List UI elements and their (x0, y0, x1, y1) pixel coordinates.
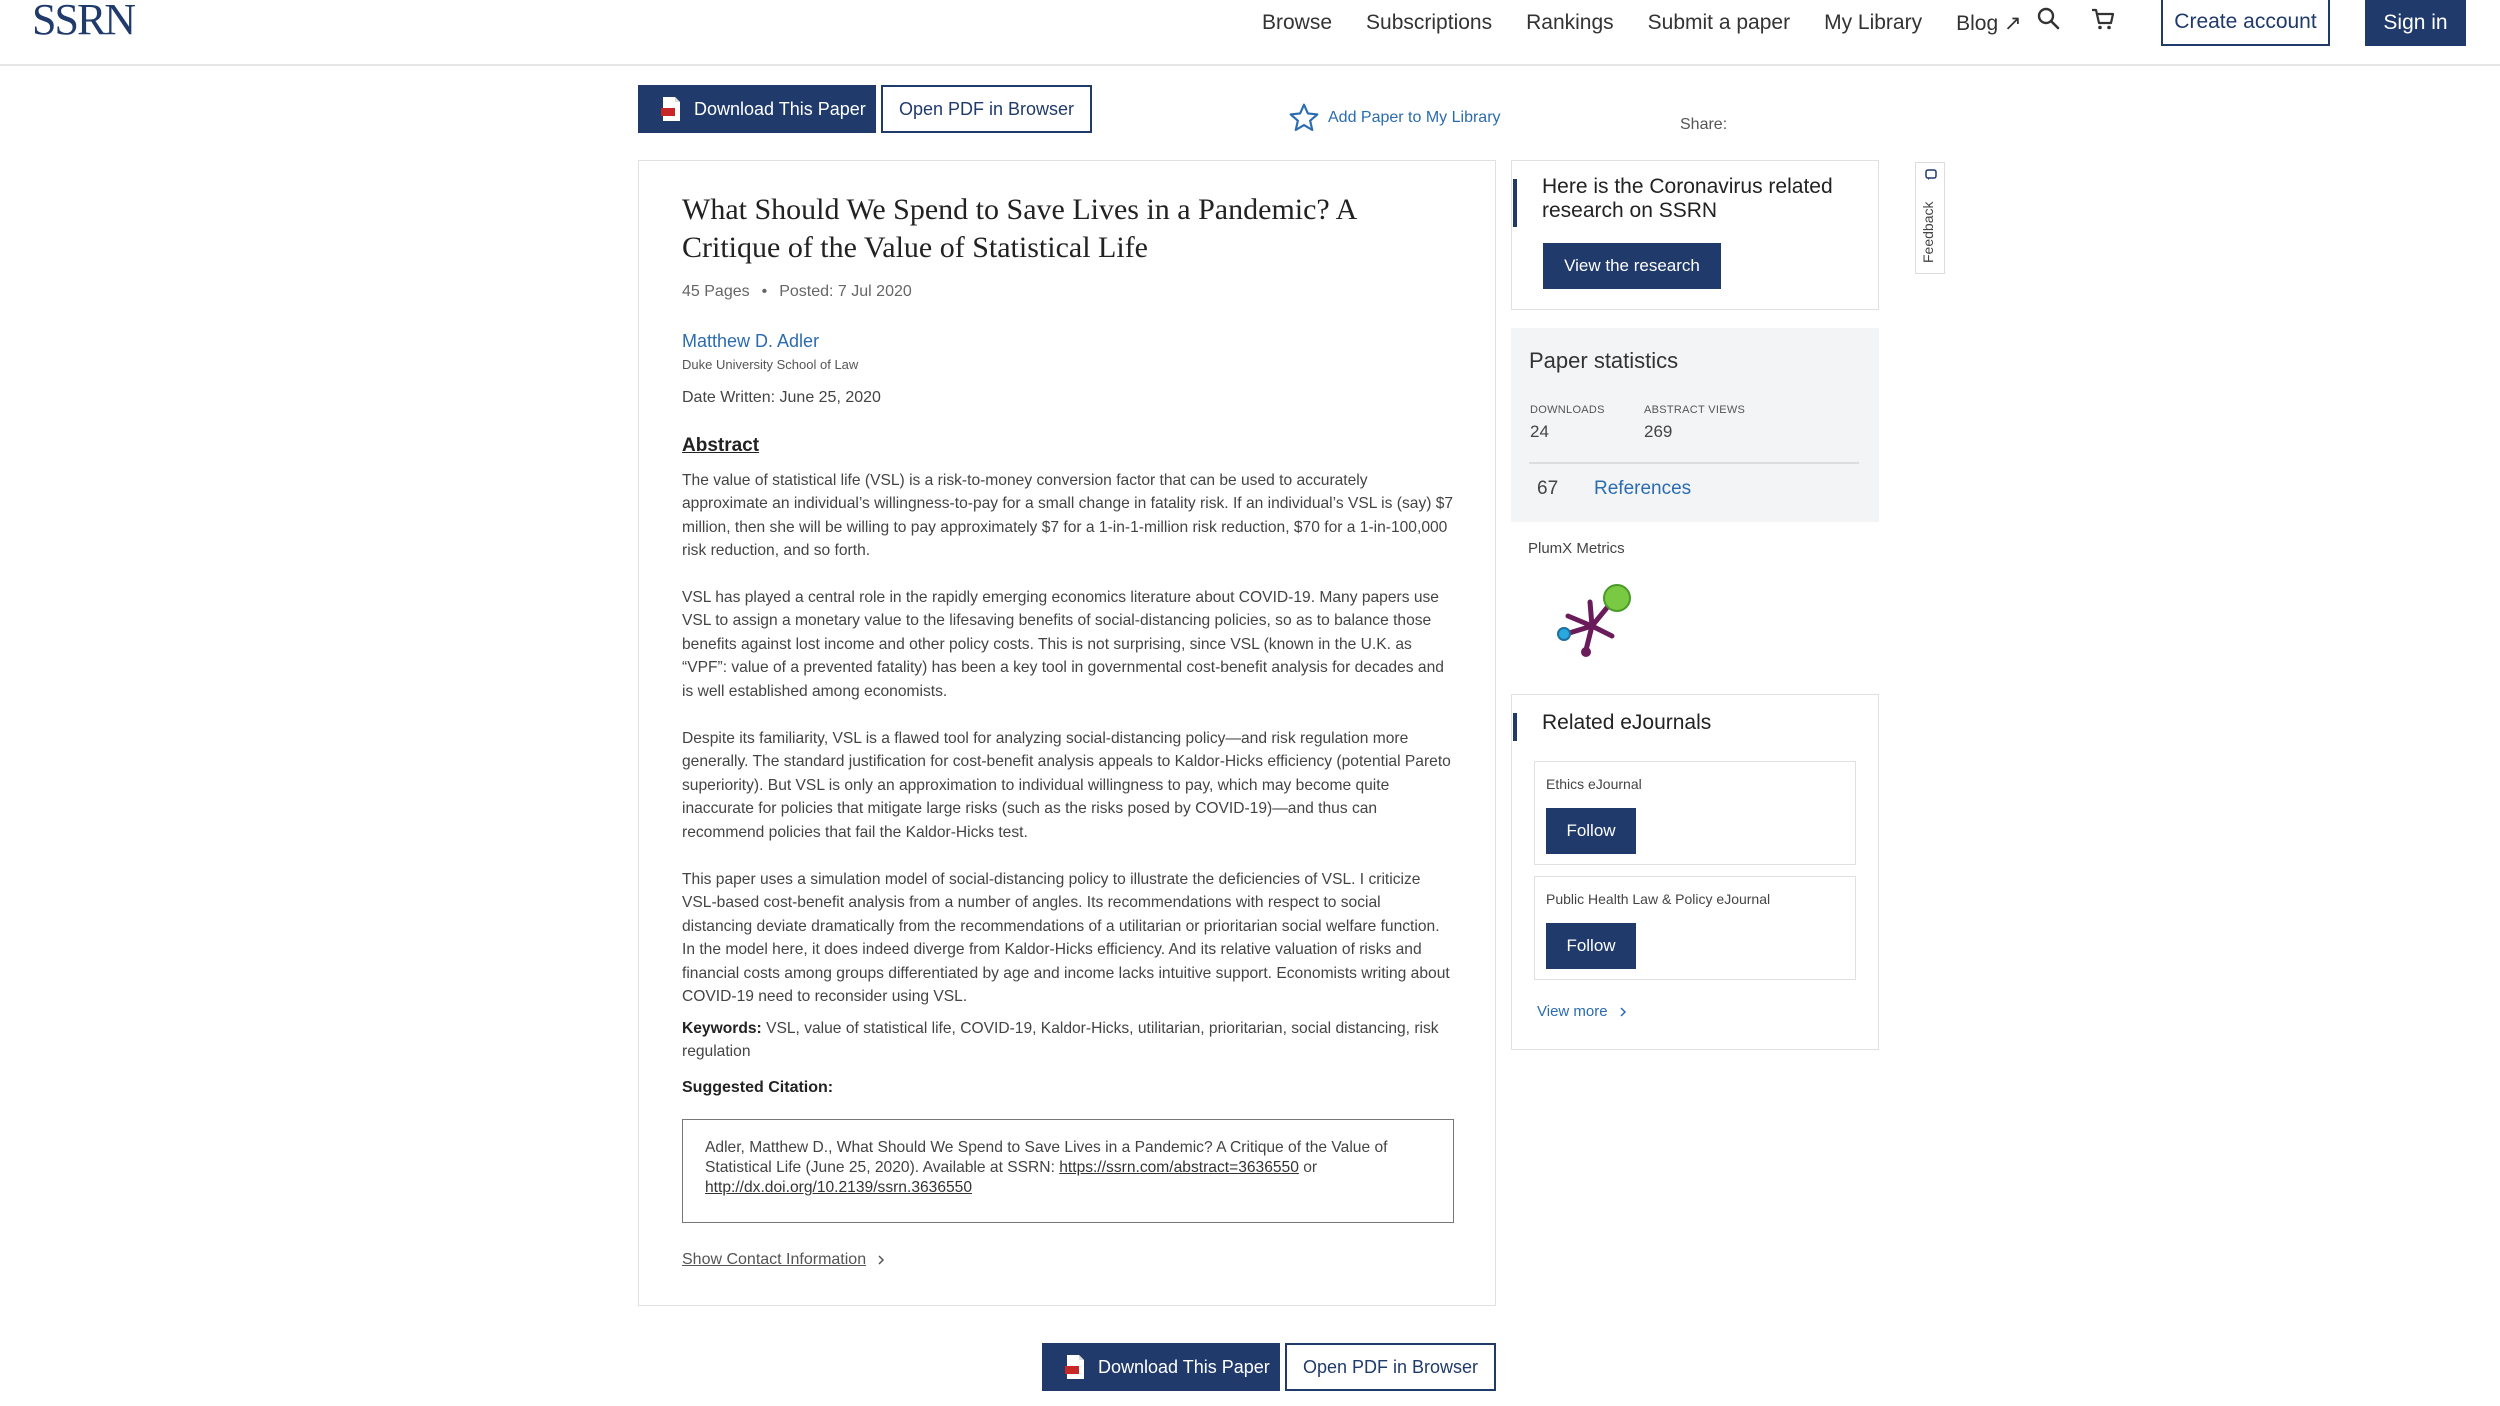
references-link[interactable]: References (1594, 478, 1692, 499)
meta-separator: • (761, 283, 768, 300)
coronavirus-research-box (1511, 160, 1879, 310)
download-paper-button[interactable] (638, 85, 876, 133)
author-affiliation: Duke University School of Law (682, 357, 859, 372)
paper-title: What Should We Spend to Save Lives in a Pandemic? A Critique of the Value of Statistical Life (682, 193, 1356, 264)
references-count: 67 (1537, 478, 1559, 499)
view-more-label: View more (1537, 1003, 1608, 1020)
abstract-heading: Abstract (682, 435, 760, 456)
nav-rankings[interactable]: Rankings (1526, 11, 1614, 34)
citation-ssrn-link[interactable]: https://ssrn.com/abstract=3636550 (1059, 1159, 1299, 1176)
page-count: 45 Pages (682, 283, 750, 300)
chevron-right-icon (1616, 1005, 1630, 1019)
posted-date: Posted: 7 Jul 2020 (779, 283, 912, 300)
related-title: Related eJournals (1542, 711, 1712, 734)
add-to-library-label: Add Paper to My Library (1328, 109, 1501, 126)
show-contact-link[interactable] (682, 1251, 888, 1269)
citation-text: Adler, Matthew D., What Should We Spend to Save Lives in a Pandemic? A Critique of the Value of Statistical Life (June 25, 2020). Available at SSRN: (705, 1139, 1388, 1176)
nav-browse[interactable]: Browse (1262, 11, 1333, 34)
download-paper-button-bottom[interactable] (1042, 1343, 1280, 1391)
date-written: Date Written: June 25, 2020 (682, 389, 881, 406)
nav-my-library[interactable]: My Library (1824, 11, 1923, 34)
author-link[interactable]: Matthew D. Adler (682, 331, 820, 351)
ssrn-logo[interactable]: SSRN (32, 0, 135, 44)
keywords (682, 1017, 1454, 1064)
accent-bar (1513, 179, 1517, 227)
share-label: Share: (1680, 116, 1728, 133)
abstract-paragraph-3: Despite its familiarity, VSL is a flawed tool for analyzing social-distancing policy—and risk regulation more generally. The standard justification for cost-benefit analysis appeals to Kaldor-Hicks efficiency (potential Pareto superiority). But VSL is only an approximation to individual willingness to pay, which may become quite inaccurate for policies that mitigate large risks (such as the risks posed by COVID-19)—and thus can recommend policies that fail the Kaldor-Hicks test. (682, 730, 1451, 841)
ejournal-name: Public Health Law & Policy eJournal (1546, 891, 1771, 907)
cart-icon[interactable] (2090, 6, 2116, 32)
related-ejournals (1511, 694, 1879, 1050)
main-nav (1262, 8, 2056, 38)
citation-or: or (1298, 1159, 1318, 1176)
ejournal-name: Ethics eJournal (1546, 776, 1642, 792)
open-pdf-button[interactable]: Open PDF in Browser (881, 85, 1092, 133)
nav-submit-paper[interactable]: Submit a paper (1647, 11, 1791, 34)
download-label: Download This Paper (694, 98, 866, 119)
nav-blog[interactable]: Blog ↗ (1956, 11, 2022, 35)
site-header (0, 0, 2500, 66)
stats-divider (1529, 462, 1859, 464)
ejournal-card (1534, 876, 1856, 980)
downloads-value: 24 (1530, 422, 1549, 441)
star-icon (1288, 102, 1320, 134)
abstract-views-value: 269 (1644, 422, 1673, 441)
share-bar (1680, 116, 1797, 134)
citation-doi-link[interactable]: http://dx.doi.org/10.2139/ssrn.3636550 (705, 1179, 973, 1196)
paper-card (638, 160, 1496, 1306)
chevron-right-icon (874, 1253, 888, 1267)
keywords-text: VSL, value of statistical life, COVID-19, Kaldor-Hicks, utilitarian, prioritarian, social distancing, risk regulation (682, 1020, 1439, 1061)
accent-bar (1513, 713, 1517, 741)
feedback-tab[interactable] (1915, 162, 1945, 274)
follow-button[interactable]: Follow (1546, 808, 1636, 854)
add-to-library-link[interactable] (1288, 102, 1501, 134)
plumx-metrics-icon[interactable] (1550, 578, 1640, 664)
pdf-icon (660, 96, 682, 122)
feedback-label: Feedback (1920, 201, 1936, 263)
citation-heading: Suggested Citation: (682, 1079, 834, 1096)
open-pdf-button-bottom[interactable]: Open PDF in Browser (1285, 1343, 1496, 1391)
plumx-label: PlumX Metrics (1528, 540, 1625, 557)
view-more-link[interactable] (1537, 1003, 1630, 1020)
downloads-label: DOWNLOADS (1530, 404, 1605, 416)
nav-subscriptions[interactable]: Subscriptions (1366, 11, 1493, 34)
abstract-paragraph-1: The value of statistical life (VSL) is a risk-to-money conversion factor that can be used to accurately approximate an individual’s willingness-to-pay for a small change in fatality risk. If an individual’s VSL is (say) $7 million, then she will be willing to pay approximately $7 for a 1-in-1-million risk reduction, $70 for a 1-in-100,000 risk reduction, and so forth. (682, 472, 1454, 560)
statistics-title: Paper statistics (1529, 348, 1679, 373)
sign-in-button[interactable]: Sign in (2365, 0, 2466, 46)
view-research-button[interactable]: View the research (1543, 243, 1721, 289)
search-icon[interactable] (2036, 6, 2062, 32)
download-label-bottom: Download This Paper (1098, 1356, 1270, 1377)
create-account-button[interactable]: Create account (2161, 0, 2330, 46)
abstract-paragraph-2: VSL has played a central role in the rapidly emerging economics literature about COVID-19. Many papers use VSL to assign a monetary value to the lifesaving benefits of social-distancing policies, so as to balance those benefits against lost income and other policy costs. This is not surprising, since VSL (known in the U.K. as “VPF”: value of a prevented fatality) has been a key tool in governmental cost-benefit analysis for decades and is well established among economists. (682, 589, 1444, 700)
coronavirus-title: Here is the Coronavirus related research on SSRN (1542, 175, 1833, 222)
abstract-paragraph-4: This paper uses a simulation model of social-distancing policy to illustrate the deficiencies of VSL. I criticize VSL-based cost-benefit analysis from a number of angles. Its recommendations with respect to social distancing deviate dramatically from the recommendations of a utilitarian or prioritarian social welfare function. In the model here, it does indeed diverge from Kaldor-Hicks efficiency. And its relative valuation of risks and financial costs among groups differentiated by age and income lacks intuitive support. Economists writing about COVID-19 need to reconsider using VSL. (682, 871, 1450, 1006)
feedback-icon (1925, 169, 1937, 181)
pdf-icon (1064, 1354, 1086, 1380)
paper-meta (682, 283, 912, 301)
ejournal-card (1534, 761, 1856, 865)
follow-button[interactable]: Follow (1546, 923, 1636, 969)
paper-statistics (1511, 328, 1879, 522)
keywords-label: Keywords: (682, 1020, 762, 1037)
citation-box (682, 1119, 1454, 1223)
show-contact-label: Show Contact Information (682, 1251, 867, 1268)
abstract-views-label: ABSTRACT VIEWS (1644, 404, 1746, 416)
